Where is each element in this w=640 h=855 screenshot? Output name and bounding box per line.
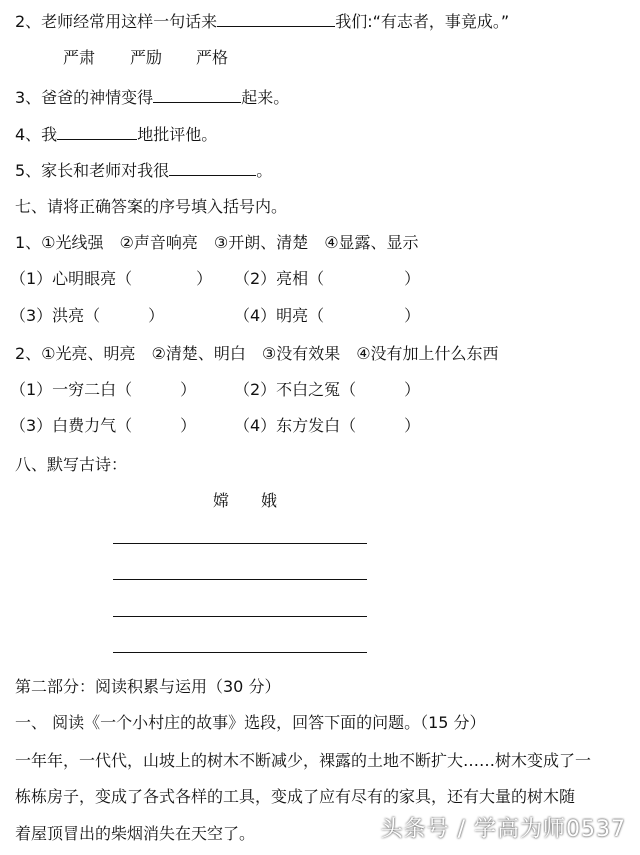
poem-line-blank[interactable] [113, 579, 367, 580]
question-2-prefix: 2、老师经常用这样一句话来 [15, 12, 218, 31]
group-2-item-1: （1）一穷二白（ ） [10, 380, 197, 399]
section-8-heading: 八、默写古诗： [15, 455, 128, 474]
section-7-heading: 七、请将正确答案的序号填入括号内。 [15, 197, 288, 216]
passage-line: 栋栋房子，变成了各式各样的工具，变成了应有尽有的家具，还有大量的树木随 [15, 787, 576, 806]
passage-line: 一年年，一代代，山坡上的树木不断减少，裸露的土地不断扩大……树木变成了一 [15, 751, 592, 770]
group-1-item-4: （4）明亮（ ） [234, 306, 421, 325]
reading-question: 一、 阅读《一个小村庄的故事》选段，回答下面的问题。（15 分） [15, 713, 486, 732]
passage-line: 着屋顶冒出的柴烟消失在天空了。 [15, 824, 256, 843]
poem-line-blank[interactable] [113, 652, 367, 653]
poem-title: 嫦 娥 [213, 491, 278, 510]
option-word: 严格 [196, 48, 229, 67]
question-5-prefix: 5、家长和老师对我很 [15, 161, 170, 180]
question-2 [15, 10, 509, 33]
group-2-item-2: （2）不白之冤（ ） [234, 380, 421, 399]
question-4-suffix: 地批评他。 [137, 125, 218, 144]
option-word: 严肃 [63, 48, 96, 67]
question-5 [15, 159, 272, 182]
question-5-suffix: 。 [256, 161, 273, 180]
group-1-item-1: （1）心明眼亮（ ） [10, 269, 213, 288]
group-1-choices: 1、①光线强 ②声音响亮 ③开朗、清楚 ④显露、显示 [15, 233, 419, 252]
answer-blank[interactable] [217, 10, 335, 27]
answer-blank[interactable] [57, 123, 137, 140]
question-3-suffix: 起来。 [241, 88, 290, 107]
question-3 [15, 86, 289, 109]
part-2-heading: 第二部分：阅读积累与运用（30 分） [15, 677, 281, 696]
question-2-suffix: 我们:“有志者，事竟成。” [335, 12, 510, 31]
question-4-prefix: 4、我 [15, 125, 58, 144]
poem-line-blank[interactable] [113, 616, 367, 617]
question-4 [15, 123, 217, 146]
answer-blank[interactable] [169, 159, 256, 176]
group-2-choices: 2、①光亮、明亮 ②清楚、明白 ③没有效果 ④没有加上什么东西 [15, 344, 499, 363]
poem-line-blank[interactable] [113, 543, 367, 544]
group-2-item-3: （3）白费力气（ ） [10, 416, 197, 435]
group-2-item-4: （4）东方发白（ ） [234, 416, 421, 435]
option-word: 严励 [130, 48, 163, 67]
group-1-item-2: （2）亮相（ ） [234, 269, 421, 288]
watermark: 头条号 / 学高为师0537 [380, 817, 626, 842]
question-3-prefix: 3、爸爸的神情变得 [15, 88, 154, 107]
answer-blank[interactable] [153, 86, 241, 103]
group-1-item-3: （3）洪亮（ ） [10, 306, 165, 325]
